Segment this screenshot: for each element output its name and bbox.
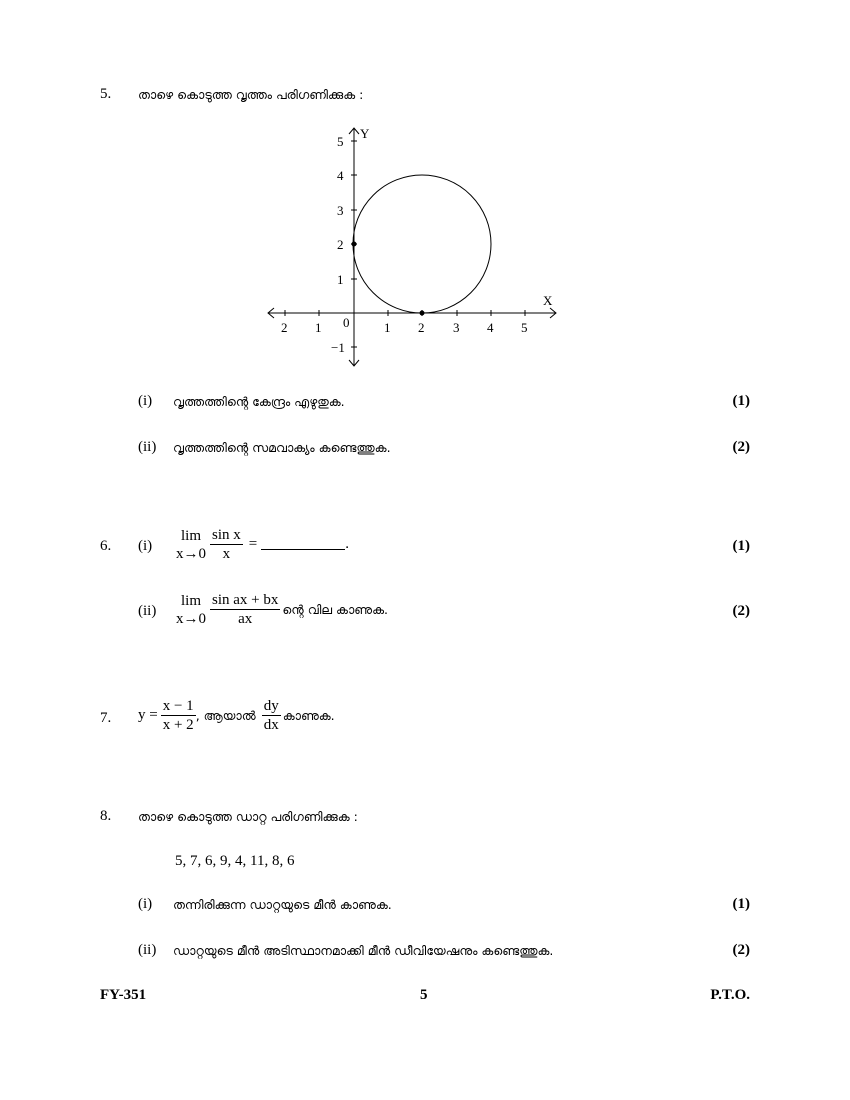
q7-mid-text: , ആയാൽ <box>195 707 256 723</box>
x-axis-label: X <box>543 293 553 308</box>
question-6-number: 6. <box>100 538 112 554</box>
q6-part-ii-expression <box>176 591 388 628</box>
y-tick-label: −1 <box>331 340 345 355</box>
y-tick-label: 1 <box>337 272 344 287</box>
y-tick-label: 4 <box>337 168 344 183</box>
q8-part-i-text: തന്നിരിക്കുന്ന ഡാറ്റയുടെ മീൻ കാണുക. <box>173 897 392 912</box>
q6-part-i-expression <box>176 526 349 563</box>
y-tick-label: 3 <box>337 203 344 218</box>
question-8-number: 8. <box>100 808 112 824</box>
limit-operator: lim x→0 <box>176 592 206 627</box>
q6-part-ii-marks: (2) <box>732 603 750 619</box>
answer-blank <box>261 539 345 550</box>
q5-part-i-label: (i) <box>138 393 153 409</box>
q8-part-ii-text: ഡാറ്റയുടെ മീൻ അടിസ്ഥാനമാക്കി മീൻ ഡീവിയേഷനും കണ്ടെത്തുക. <box>173 943 554 958</box>
q5-part-ii-label: (ii) <box>138 439 157 455</box>
circle-graph <box>260 122 570 372</box>
question-5-number: 5. <box>100 86 112 102</box>
q8-part-ii-label: (ii) <box>138 942 157 958</box>
question-8-prompt: താഴെ കൊടുത്ത ഡാറ്റ പരിഗണിക്കുക : <box>138 809 358 824</box>
q6-part-ii-suffix: ന്റെ വില കാണുക. <box>282 601 389 617</box>
y-tick-label: 2 <box>337 237 344 252</box>
q7-suffix: കാണുക. <box>282 707 335 723</box>
derivative-fraction: $\frac{dy}{dx}$ <box>263 698 279 733</box>
q5-part-i-marks: (1) <box>732 393 750 409</box>
q8-part-i-label: (i) <box>138 896 153 912</box>
q8-part-i-marks: (1) <box>732 896 750 912</box>
point-tangent-y-axis <box>352 242 357 247</box>
q8-data-values: 5, 7, 6, 9, 4, 11, 8, 6 <box>175 853 295 869</box>
point-tangent-x-axis <box>420 311 425 316</box>
q6-part-ii-label: (ii) <box>138 603 157 619</box>
q6-part-i-marks: (1) <box>732 538 750 554</box>
pto-label: P.T.O. <box>710 987 750 1003</box>
q8-part-ii-marks: (2) <box>732 942 750 958</box>
origin-label: 0 <box>343 315 350 330</box>
x-tick-label: 2 <box>418 320 425 335</box>
limit-operator: lim x→0 <box>176 527 206 562</box>
q5-part-ii-marks: (2) <box>732 439 750 455</box>
fraction: $\frac{\text{sin x}}{x}$ <box>212 527 241 562</box>
circle <box>353 175 491 313</box>
paper-code: FY-351 <box>100 987 147 1003</box>
x-tick-label: 5 <box>521 320 528 335</box>
q7-expression <box>138 697 335 734</box>
fraction: $\frac{x - 1}{x + 2}$ <box>162 698 194 733</box>
y-axis-label: Y <box>360 126 370 141</box>
question-7-number: 7. <box>100 710 112 726</box>
equals-sign: = <box>248 536 258 552</box>
q5-part-ii-text: വൃത്തത്തിന്റെ സമവാക്യം കണ്ടെത്തുക. <box>173 440 391 455</box>
period: . <box>345 536 349 552</box>
question-5-prompt: താഴെ കൊടുത്ത വൃത്തം പരിഗണിക്കുക : <box>138 87 364 102</box>
x-tick-label: 4 <box>487 320 494 335</box>
x-tick-label: 2 <box>281 320 288 335</box>
x-tick-label: 3 <box>453 320 460 335</box>
lhs: y = <box>138 707 158 723</box>
x-tick-label: 1 <box>384 320 391 335</box>
q5-part-i-text: വൃത്തത്തിന്റെ കേന്ദ്രം എഴുതുക. <box>173 394 345 409</box>
x-tick-label: 1 <box>315 320 322 335</box>
fraction: $\frac{\text{sin ax + bx}}{ax}$ <box>212 592 279 627</box>
page-number: 5 <box>420 987 428 1003</box>
q6-part-i-label: (i) <box>138 538 153 554</box>
y-tick-label: 5 <box>337 134 344 149</box>
